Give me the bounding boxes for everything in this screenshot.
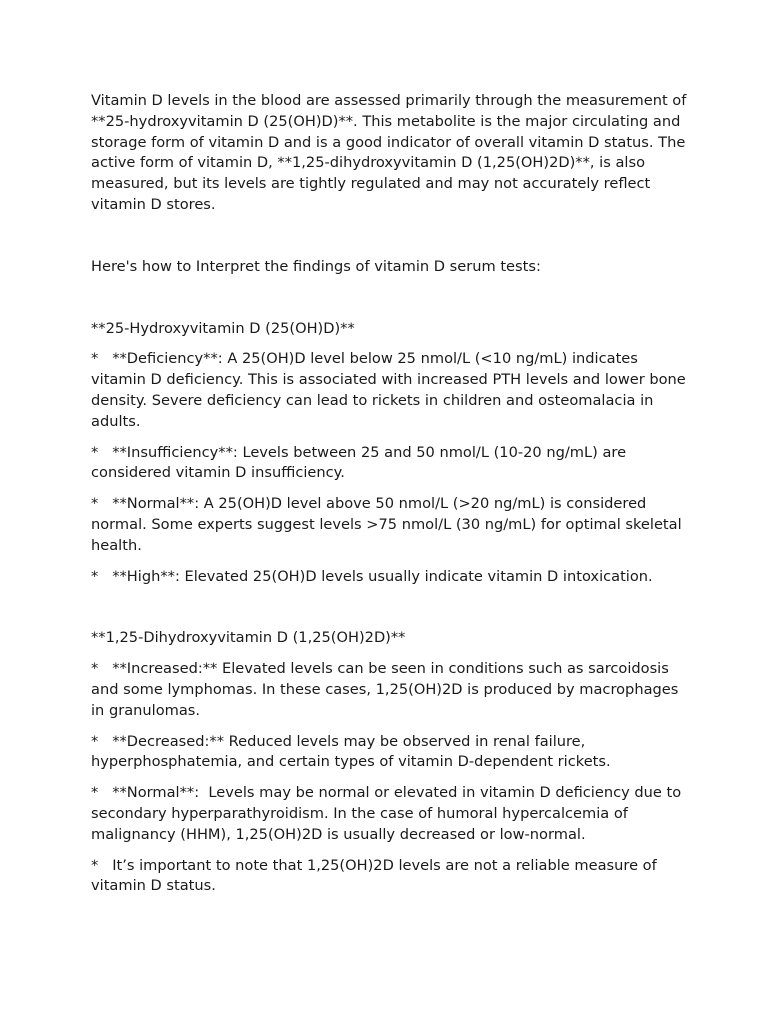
list-item: * **Increased:** Elevated levels can be seen in conditions such as sarcoidosis and some lymphomas. In these cases, 1,25(OH)2D is produced by macrophages in granulomas. xyxy=(91,660,684,719)
list-item: * **Normal**: A 25(OH)D level above 50 nmol/L (>20 ng/mL) is considered normal. Some experts suggest levels >75 nmol/L (30 ng/mL) for optimal skeletal health. xyxy=(91,495,687,554)
section-heading-125ohd: **1,25-Dihydroxyvitamin D (1,25(OH)2D)** xyxy=(91,629,406,647)
document-page xyxy=(91,91,691,907)
list-item: * **Decreased:** Reduced levels may be observed in renal failure, hyperphosphatemia, and certain types of vitamin D-dependent rickets. xyxy=(91,732,611,771)
section-heading-25ohd: **25-Hydroxyvitamin D (25(OH)D)** xyxy=(91,319,355,337)
list-item: * **Normal**: Levels may be normal or elevated in vitamin D deficiency due to secondary hyperparathyroidism. In the case of humoral hypercalcemia of malignancy (HHM), 1,25(OH)2D is usually decreased or low-normal. xyxy=(91,784,686,843)
list-item: * **High**: Elevated 25(OH)D levels usually indicate vitamin D intoxication. xyxy=(91,567,653,585)
list-item: * **Deficiency**: A 25(OH)D level below 25 nmol/L (<10 ng/mL) indicates vitamin D deficiency. This is associated with increased PTH levels and lower bone density. Severe deficiency can lead to rickets in children and osteomalacia in adults. xyxy=(91,350,691,430)
list-item: * It’s important to note that 1,25(OH)2D levels are not a reliable measure of vitamin D status. xyxy=(91,856,662,895)
list-item: * **Insufficiency**: Levels between 25 and 50 nmol/L (10-20 ng/mL) are considered vitamin D insufficiency. xyxy=(91,443,631,482)
lead-paragraph: Here's how to Interpret the findings of vitamin D serum tests: xyxy=(91,257,541,275)
intro-paragraph: Vitamin D levels in the blood are assessed primarily through the measurement of **25-hydroxyvitamin D (25(OH)D)**. This metabolite is the major circulating and storage form of vitamin D and is a good indicator of overall vitamin D status. The active form of vitamin D, **1,25-dihydroxyvitamin D (1,25(OH)2D)**, is also measured, but its levels are tightly regulated and may not accurately reflect vitamin D stores. xyxy=(91,92,692,213)
